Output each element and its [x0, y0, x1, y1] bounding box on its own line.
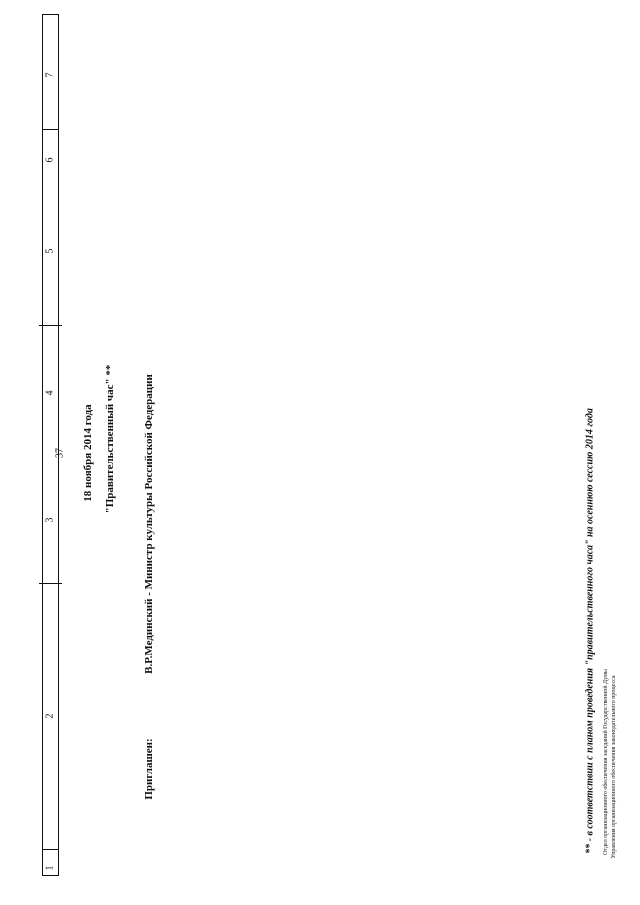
- column-divider: [39, 583, 62, 584]
- event-date: 18 ноября 2014 года: [82, 404, 94, 502]
- footer-department: Отдел организационного обеспечения заседаний Государственной Думы: [603, 669, 609, 855]
- column-number-6: 6: [44, 157, 56, 163]
- column-header-table: [42, 14, 59, 876]
- session-title: "Правительственный час" **: [104, 364, 116, 514]
- footnote: ** - в соответствии с планом проведения "правительственного часа" на осеннюю сессию 2014 года: [584, 408, 596, 854]
- invited-label: Приглашен:: [143, 738, 155, 800]
- column-divider: [39, 325, 62, 326]
- column-divider: [42, 849, 59, 850]
- invited-person: В.Р.Мединский - Министр культуры Российской Федерации: [143, 374, 155, 674]
- column-divider: [42, 129, 59, 130]
- column-number-5: 5: [44, 248, 56, 254]
- page-number: 37: [54, 448, 66, 458]
- column-number-1: 1: [44, 865, 56, 871]
- column-number-2: 2: [44, 713, 56, 719]
- footer-directorate: Управления организационного обеспечения законодательного процесса: [611, 675, 617, 859]
- column-number-4: 4: [44, 390, 56, 396]
- column-number-7: 7: [44, 72, 56, 78]
- column-number-3: 3: [44, 517, 56, 523]
